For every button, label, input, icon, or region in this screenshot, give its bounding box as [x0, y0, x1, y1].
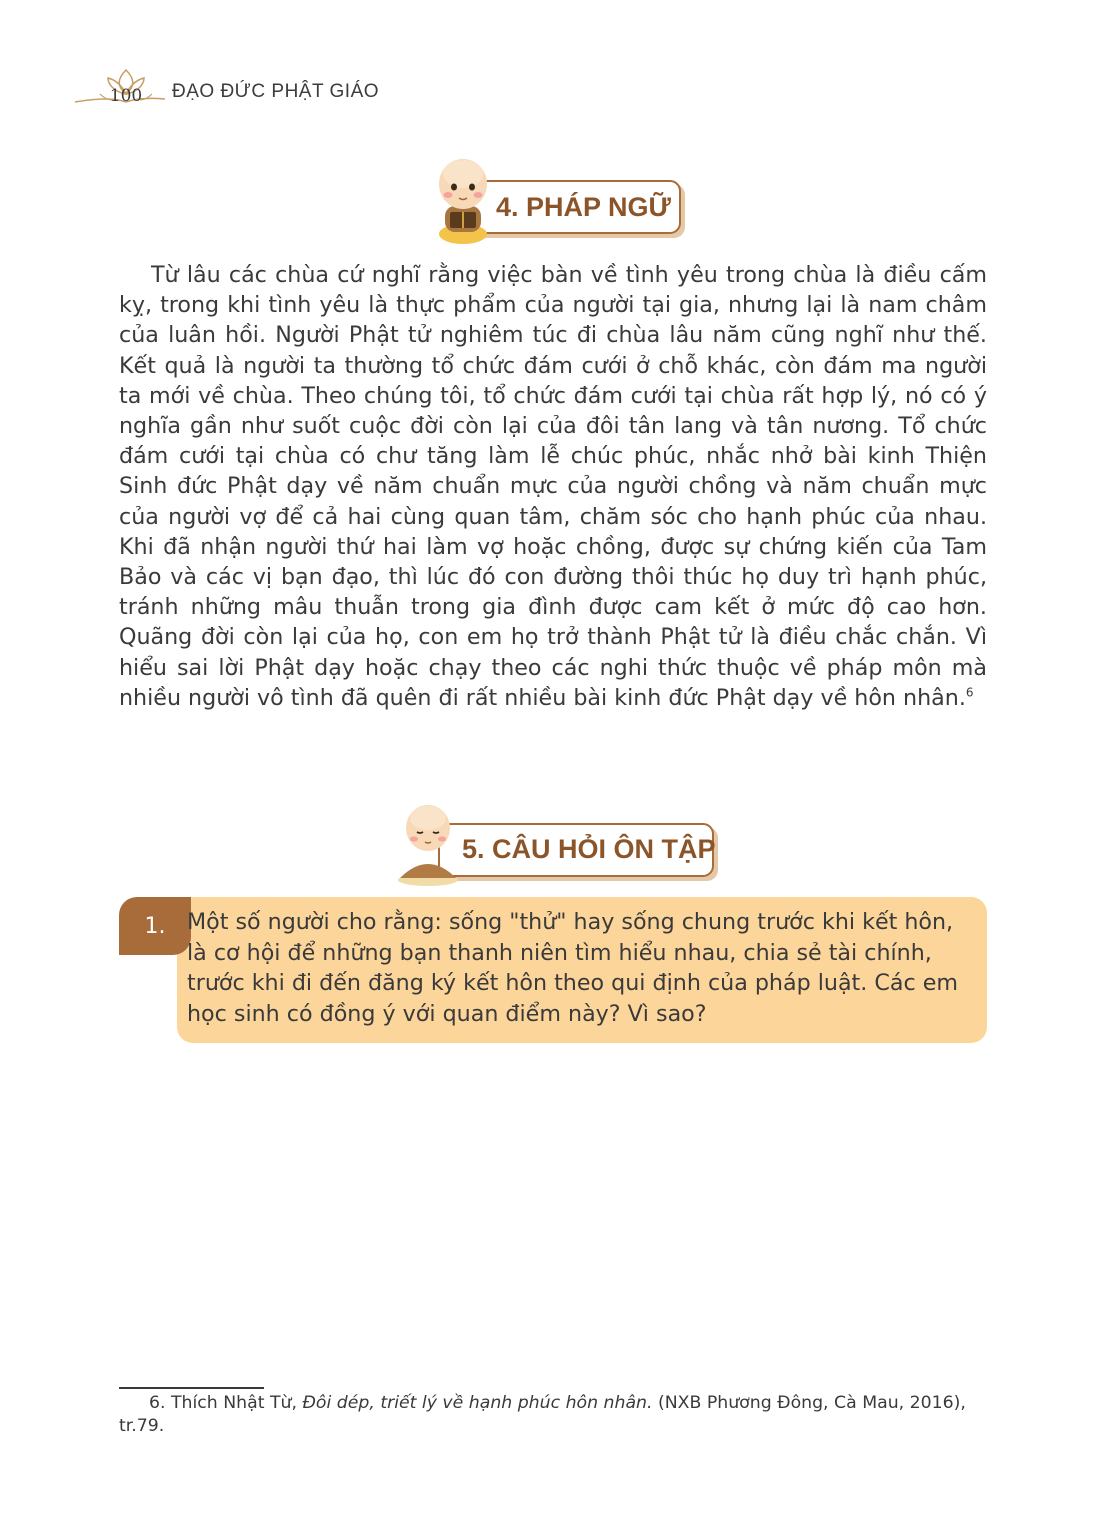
page-header — [70, 66, 430, 116]
monk-meditating-mascot — [392, 800, 464, 888]
question-item — [119, 897, 987, 1043]
page-number: 100 — [109, 86, 143, 106]
footnote-title: Đôi dép, triết lý về hạnh phúc hôn nhân. — [302, 1393, 653, 1413]
monk-reading-mascot — [428, 154, 498, 246]
footnote-divider — [119, 1387, 264, 1389]
question-number: 1. — [119, 897, 191, 955]
phap-ngu-paragraph — [119, 260, 987, 713]
section-5-heading: 5. CÂU HỎI ÔN TẬP — [462, 834, 716, 864]
footnote-number: 6. — [149, 1393, 166, 1413]
book-title: ĐẠO ĐỨC PHẬT GIÁO — [172, 81, 380, 102]
section-4-heading: 4. PHÁP NGỮ — [496, 192, 671, 222]
footnote — [119, 1392, 989, 1438]
question-text: Một số người cho rằng: sống "thử" hay sống chung trước khi kết hôn, là cơ hội để những bạn thanh niên tìm hiểu nhau, chia sẻ tài chính, trước khi đi đến đăng ký kết hôn theo qui định của pháp luật. Các em học sinh có đồng ý với quan điểm này? Vì sao? — [187, 909, 958, 1027]
section-heading-phap-ngu — [420, 150, 690, 250]
footnote-reference: 6 — [965, 685, 974, 700]
footnote-author: Thích Nhật Từ, — [171, 1393, 297, 1413]
section-heading-cau-hoi-on-tap — [388, 796, 728, 888]
footnote-publisher: (NXB Phương Đông, Cà Mau, 2016), tr.79. — [119, 1393, 966, 1436]
paragraph-text: Từ lâu các chùa cứ nghĩ rằng việc bàn về tình yêu trong chùa là điều cấm kỵ, trong khi tình yêu là thực phẩm của người tại gia, nhưng lại là nam châm của luân hồi. Người Phật tử nghiêm túc đi chùa lâu năm cũng nghĩ như thế. Kết quả là người ta thường tổ chức đám cưới ở chỗ khác, còn đám ma người ta mới về chùa. Theo chúng tôi, tổ chức đám cưới tại chùa rất hợp lý, nó có ý nghĩa gần như suốt cuộc đời còn lại của đôi tân lang và tân nương. Tổ chức đám cưới tại chùa có chư tăng làm lễ chúc phúc, nhắc nhở bài kinh Thiện Sinh đức Phật dạy về năm chuẩn mực của người chồng và năm chuẩn mực của người vợ để cả hai cùng quan tâm, chăm sóc cho hạnh phúc của nhau. Khi đã nhận người thứ hai làm vợ hoặc chồng, được sự chứng kiến của Tam Bảo và các vị bạn đạo, thì lúc đó con đường thôi thúc họ duy trì hạnh phúc, tránh những mâu thuẫn trong gia đình được cam kết ở mức độ cao hơn. Quãng đời còn lại của họ, con em họ trở thành Phật tử là điều chắc chắn. Vì hiểu sai lời Phật dạy hoặc chạy theo các nghi thức thuộc về pháp môn mà nhiều người vô tình đã quên đi rất nhiều bài kinh đức Phật dạy về hôn nhân. — [119, 262, 987, 711]
